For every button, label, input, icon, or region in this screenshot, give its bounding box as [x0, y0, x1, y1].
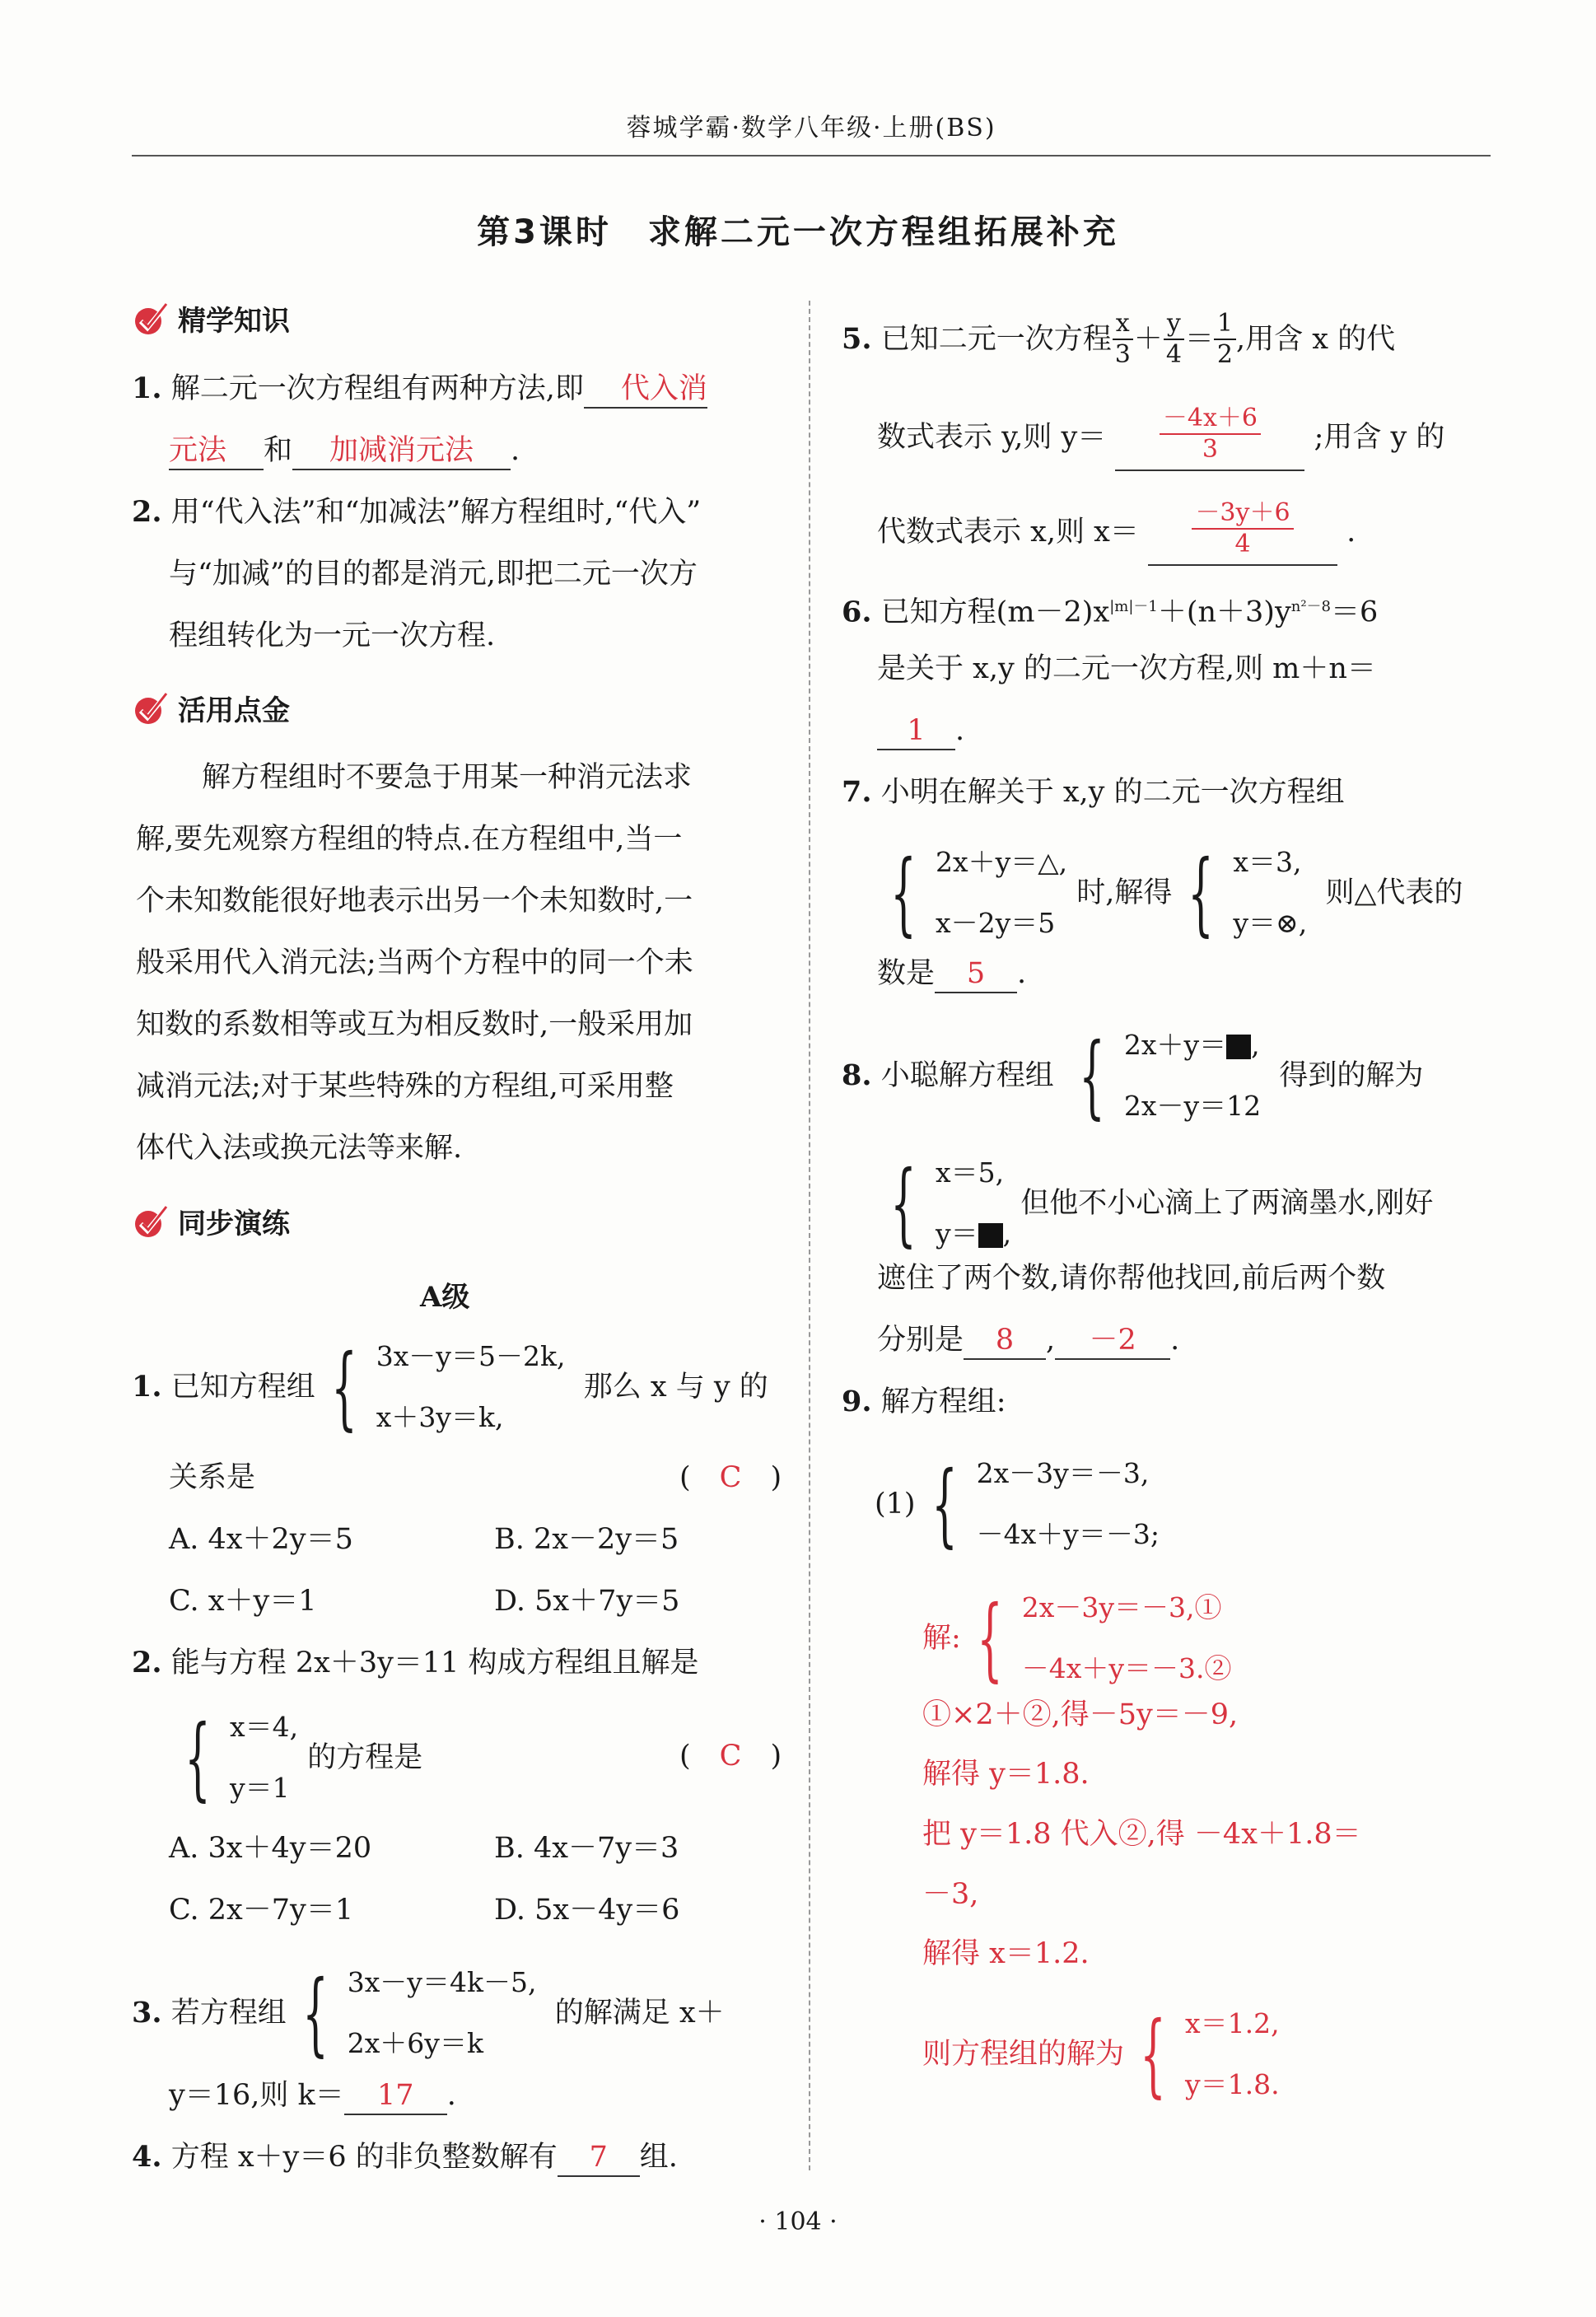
tip-line: 般采用代入消元法;当两个方程中的同一个未	[136, 946, 693, 979]
practice-7-systems: { 2x＋y＝△, x－2y＝5 时,解得 { x＝3, y＝⊗, 则△代表的	[890, 840, 1463, 946]
practice-3-line2: y＝16,则 k＝ 17 .	[169, 2077, 456, 2115]
section-title: 活用点金	[178, 694, 290, 727]
knowledge-q2-line1: 2. 用“代入法”和“加减法”解方程组时,“代入”	[132, 495, 702, 529]
solution-step: 把 y＝1.8 代入②,得 －4x＋1.8＝	[922, 1818, 1361, 1851]
practice-6-line2: 是关于 x,y 的二元一次方程,则 m＋n＝	[877, 652, 1376, 685]
knowledge-q1-line1: 1. 解二元一次方程组有两种方法,即 代入消	[132, 371, 707, 409]
check-icon	[132, 300, 170, 338]
practice-2: 2. 能与方程 2x＋3y＝11 构成方程组且解是	[132, 1646, 699, 1679]
section-tongbu	[132, 1201, 290, 1241]
section-title: 同步演练	[178, 1208, 290, 1240]
tip-line: 体代入法或换元法等来解.	[136, 1132, 463, 1165]
practice-6-line3: 1 .	[877, 712, 964, 750]
practice-8-line3: 遮住了两个数,请你帮他找回,前后两个数	[877, 1262, 1386, 1295]
solution-step: ①×2＋②,得－5y＝－9,	[922, 1698, 1239, 1731]
answer-blank: 17	[344, 2077, 447, 2115]
solution-step: 解得 x＝1.2.	[922, 1937, 1090, 1970]
knowledge-q1-line2: 元法 和 加减消元法 .	[169, 432, 520, 470]
practice-1: 1. 已知方程组 { 3x－y＝5－2k, x＋3y＝k, 那么 x 与 y 的	[132, 1334, 768, 1440]
practice-7: 7. 小明在解关于 x,y 的二元一次方程组	[842, 775, 1345, 809]
option-c: C. 2x－7y＝1	[169, 1894, 354, 1927]
tip-line: 解,要先观察方程组的特点.在方程组中,当一	[136, 823, 683, 856]
practice-5-line3: 代数式表示 x,则 x＝ $\frac{-3y+6}{4}$ .	[877, 498, 1356, 566]
practice-8-solution: { x＝5, y＝ , 但他不小心滴上了两滴墨水,刚好	[890, 1151, 1434, 1256]
answer-blank: 5	[935, 955, 1017, 993]
practice-3: 3. 若方程组 { 3x－y＝4k－5, 2x＋6y＝k 的解满足 x＋	[132, 1960, 725, 2066]
practice-8-line4: 分别是 8 , －2 .	[877, 1322, 1179, 1360]
practice-7-line3: 数是 5 .	[877, 955, 1026, 993]
section-jingxue	[132, 298, 290, 339]
option-a: A. 4x＋2y＝5	[169, 1523, 353, 1556]
grade-label: A级	[420, 1281, 470, 1314]
book-header: 蓉城学霸·数学八年级·上册(BS)	[626, 114, 996, 142]
practice-8: 8. 小聪解方程组 { 2x＋y＝ , 2x－y＝12 得到的解为	[842, 1023, 1424, 1128]
practice-5: 5. 已知二元一次方程 $\frac{x}{3}$ ＋ $\frac{y}{4}$ ＝ $\frac{1}{2}$ ,用含 x 的代	[842, 309, 1396, 369]
knowledge-q2-line2: 与“加减”的目的都是消元,即把二元一次方	[169, 558, 698, 591]
solution-final: 则方程组的解为 { x＝1.2, y＝1.8.	[922, 2002, 1280, 2107]
page-number: · 104 ·	[758, 2207, 838, 2236]
answer-blank: －2	[1055, 1322, 1170, 1360]
tip-line: 解方程组时不要急于用某一种消元法求	[202, 761, 693, 794]
knowledge-q2-line3: 程组转化为一元一次方程.	[169, 619, 496, 652]
tip-line: 减消元法;对于某些特殊的方程组,可采用整	[136, 1070, 674, 1103]
answer-blank: 1	[877, 712, 955, 750]
check-icon	[132, 1203, 170, 1240]
option-a: A. 3x＋4y＝20	[169, 1832, 372, 1865]
answer-blank: 加减消元法	[292, 432, 511, 470]
solution-step: 解得 y＝1.8.	[922, 1758, 1090, 1791]
check-icon	[132, 689, 170, 727]
option-b: B. 2x－2y＝5	[494, 1523, 679, 1556]
tip-line: 知数的系数相等或互为相反数时,一般采用加	[136, 1008, 693, 1041]
ink-blot	[1226, 1035, 1251, 1059]
practice-1-line2: 关系是	[169, 1461, 256, 1494]
answer-bracket: ( C )	[679, 1461, 782, 1494]
practice-9-system: (1) { 2x－3y＝－3, －4x＋y＝－3;	[875, 1451, 1160, 1557]
practice-5-line2: 数式表示 y,则 y＝ $\frac{-4x+6}{3}$ ;用含 y 的	[877, 404, 1444, 471]
header-rule	[132, 155, 1491, 156]
ink-blot	[978, 1223, 1003, 1248]
practice-9: 9. 解方程组:	[842, 1385, 1006, 1418]
solution-system: 解: { 2x－3y＝－3,① －4x＋y＝－3.②	[922, 1586, 1232, 1691]
practice-2-system: { x＝4, y＝1 的方程是	[184, 1705, 423, 1810]
practice-4: 4. 方程 x＋y＝6 的非负整数解有 7 组.	[132, 2139, 678, 2177]
column-divider	[809, 301, 810, 2170]
answer-blank: 8	[964, 1322, 1046, 1360]
option-d: D. 5x－4y＝6	[494, 1894, 680, 1927]
section-title: 精学知识	[178, 305, 290, 338]
section-huoyong	[132, 688, 290, 728]
solution-step: －3,	[922, 1878, 979, 1911]
practice-6: 6. 已知方程$(m-2)x^{|m|-1}+(n+3)y^{n^2-8}=6$	[842, 595, 1379, 629]
answer-blank: 7	[558, 2139, 640, 2177]
tip-line: 个未知数能很好地表示出另一个未知数时,一	[136, 885, 693, 918]
option-d: D. 5x＋7y＝5	[494, 1585, 680, 1618]
lesson-title: 第3课时 求解二元一次方程组拓展补充	[477, 213, 1119, 251]
answer-bracket: ( C )	[679, 1740, 782, 1773]
option-b: B. 4x－7y＝3	[494, 1832, 679, 1865]
option-c: C. x＋y＝1	[169, 1585, 317, 1618]
